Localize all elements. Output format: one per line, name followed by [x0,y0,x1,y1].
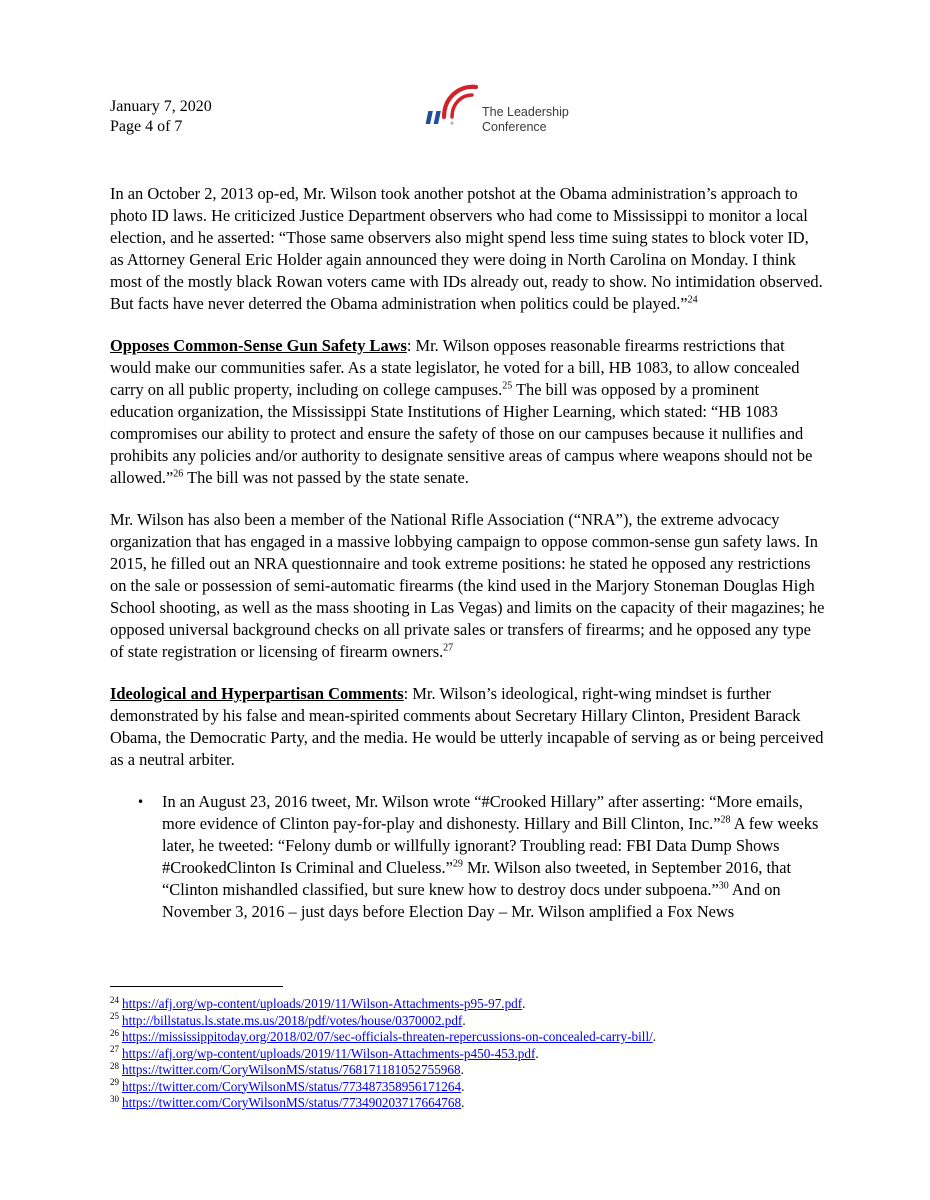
logo-red-arc-inner [452,95,472,117]
footnote-ref-24[interactable]: 24 [687,294,698,306]
logo-line-1: The Leadership [482,105,569,119]
footnote-ref-27[interactable]: 27 [443,642,454,654]
footnote-28: $^{28}$ https://twitter.com/CoryWilsonMS/status/768171181052755968. [110,1060,464,1077]
paragraph-gun-safety: Opposes Common-Sense Gun Safety Laws: Mr. Wilson opposes reasonable firearms restrictions that would make our communities safer. As a state legislator, he voted for a bill, HB 1083, to allow concealed carry on all public property, including on college campuses.$^{25}$ The bill was opposed by a prominent education organization, the Mississippi State Institutions of Higher Learning, which stated: “HB 1083 compromises our ability to protect and ensure the safety of those on our campuses because it nullifies and prohibits any policies and/or authority to designate sensitive areas of campus where weapons should not be allowed.”$^{26}$ The bill was not passed by the state senate. [110,336,813,487]
logo-blue-bar-2 [434,111,441,124]
footnotes [110,996,826,1112]
leadership-conference-logo [424,75,594,145]
logo-mark-icon [424,75,484,135]
footnote-29: $^{29}$ https://twitter.com/CoryWilsonMS/status/773487358956171264. [110,1077,465,1094]
footnote-30: $^{30}$ https://twitter.com/CoryWilsonMS/status/773490203717664768. [110,1093,465,1110]
footnote-25: $^{25}$ http://billstatus.ls.state.ms.us/2018/pdf/votes/house/0370002.pdf. [110,1011,466,1028]
logo-wordmark [482,105,569,135]
registered-mark-icon: ® [450,121,454,126]
footnote-ref-25[interactable]: 25 [502,380,513,392]
section-heading-gun-safety: Opposes Common-Sense Gun Safety Laws [110,336,407,355]
footnote-link[interactable]: http://billstatus.ls.state.ms.us/2018/pdf/votes/house/0370002.pdf [122,1012,463,1028]
footnote-24: $^{24}$ https://afj.org/wp-content/uploads/2019/11/Wilson-Attachments-p95-97.pdf. [110,994,526,1011]
footnote-link[interactable]: https://mississippitoday.org/2018/02/07/sec-officials-threaten-repercussions-on-concealed-carry-bill/ [122,1029,653,1044]
footnote-link[interactable]: https://afj.org/wp-content/uploads/2019/11/Wilson-Attachments-p95-97.pdf [122,996,523,1011]
footnote-26: $^{26}$ https://mississippitoday.org/2018/02/07/sec-officials-threaten-repercussions-on-concealed-carry-bill/. [110,1027,657,1044]
section-heading-hyperpartisan: Ideological and Hyperpartisan Comments [110,684,404,703]
footnote-ref-30[interactable]: 30 [718,880,729,892]
header-page-number: Page 4 of 7 [110,118,183,135]
bullet-icon: • [137,795,145,809]
footnote-ref-28[interactable]: 28 [720,814,731,826]
logo-blue-bar-1 [426,111,433,124]
logo-line-2: Conference [482,120,547,134]
paragraph-nra: Mr. Wilson has also been a member of the National Rifle Association (“NRA”), the extreme advocacy organization that has engaged in a massive lobbying campaign to oppose common-sense gun safety laws. In 2015, he filled out an NRA questionnaire and took extreme positions: he stated he opposed any restrictions on the sale or possession of semi-automatic firearms (the kind used in the Marjory Stoneman Douglas High School shooting, as well as the mass shooting in Las Vegas) and limits on the capacity of their magazines; he opposed universal background checks on all private sales or transfers of firearms; and he opposed any type of state registration or licensing of firearm owners.$^{27}$ [110,510,825,661]
footnote-link[interactable]: https://twitter.com/CoryWilsonMS/status/768171181052755968 [122,1062,461,1077]
document-body [110,183,826,923]
footnote-link[interactable]: https://afj.org/wp-content/uploads/2019/11/Wilson-Attachments-p450-453.pdf [122,1045,536,1061]
paragraph-photo-id: In an October 2, 2013 op-ed, Mr. Wilson took another potshot at the Obama administration’s approach to photo ID laws. He criticized Justice Department observers who had come to Mississippi to monitor a local election, and he asserted: “Those same observers also might spend less time suing states to block voter ID, as Attorney General Eric Holder again announced they were doing in North Carolina on Monday. I think most of the mostly black Rowan voters came with IDs already out, ready to show. No intimidation observed. But facts have never deterred the Obama administration when politics could be played.”$^{24}$ [110,184,823,313]
list-item: • In an August 23, 2016 tweet, Mr. Wilson wrote “#Crooked Hillary” after asserting: “More emails, more evidence of Clinton pay-for-play and dishonesty. Hillary and Bill Clinton, Inc.”$^{28}$ A few weeks later, he tweeted: “Felony dumb or willfully ignorant? Troubling read: FBI Data Dump Shows #CrookedClinton Is Criminal and Clueless.”$^{29}$ Mr. Wilson also tweeted, in September 2016, that “Clinton mishandled classified, but sure knew how to destroy docs under subpoena.”$^{30}$ And on November 3, 2016 – just days before Election Day – Mr. Wilson amplified a Fox News [137,792,819,921]
header-date: January 7, 2020 [110,98,212,115]
page-header [110,97,212,137]
footnote-ref-29[interactable]: 29 [452,858,463,870]
footnote-27: $^{27}$ https://afj.org/wp-content/uploads/2019/11/Wilson-Attachments-p450-453.pdf. [110,1044,539,1061]
footnote-link[interactable]: https://twitter.com/CoryWilsonMS/status/773487358956171264 [122,1078,462,1094]
footnote-ref-26[interactable]: 26 [173,468,184,480]
footnote-divider [110,986,283,987]
logo-red-arc-outer [444,87,476,117]
bullet-list [110,791,826,923]
paragraph-hyperpartisan: Ideological and Hyperpartisan Comments: Mr. Wilson’s ideological, right-wing mindset is further demonstrated by his false and mean-spirited comments about Secretary Hillary Clinton, President Barack Obama, the Democratic Party, and the media. He would be utterly incapable of serving as or being perceived as a neutral arbiter. [110,684,824,769]
footnote-link[interactable]: https://twitter.com/CoryWilsonMS/status/773490203717664768 [122,1095,462,1110]
